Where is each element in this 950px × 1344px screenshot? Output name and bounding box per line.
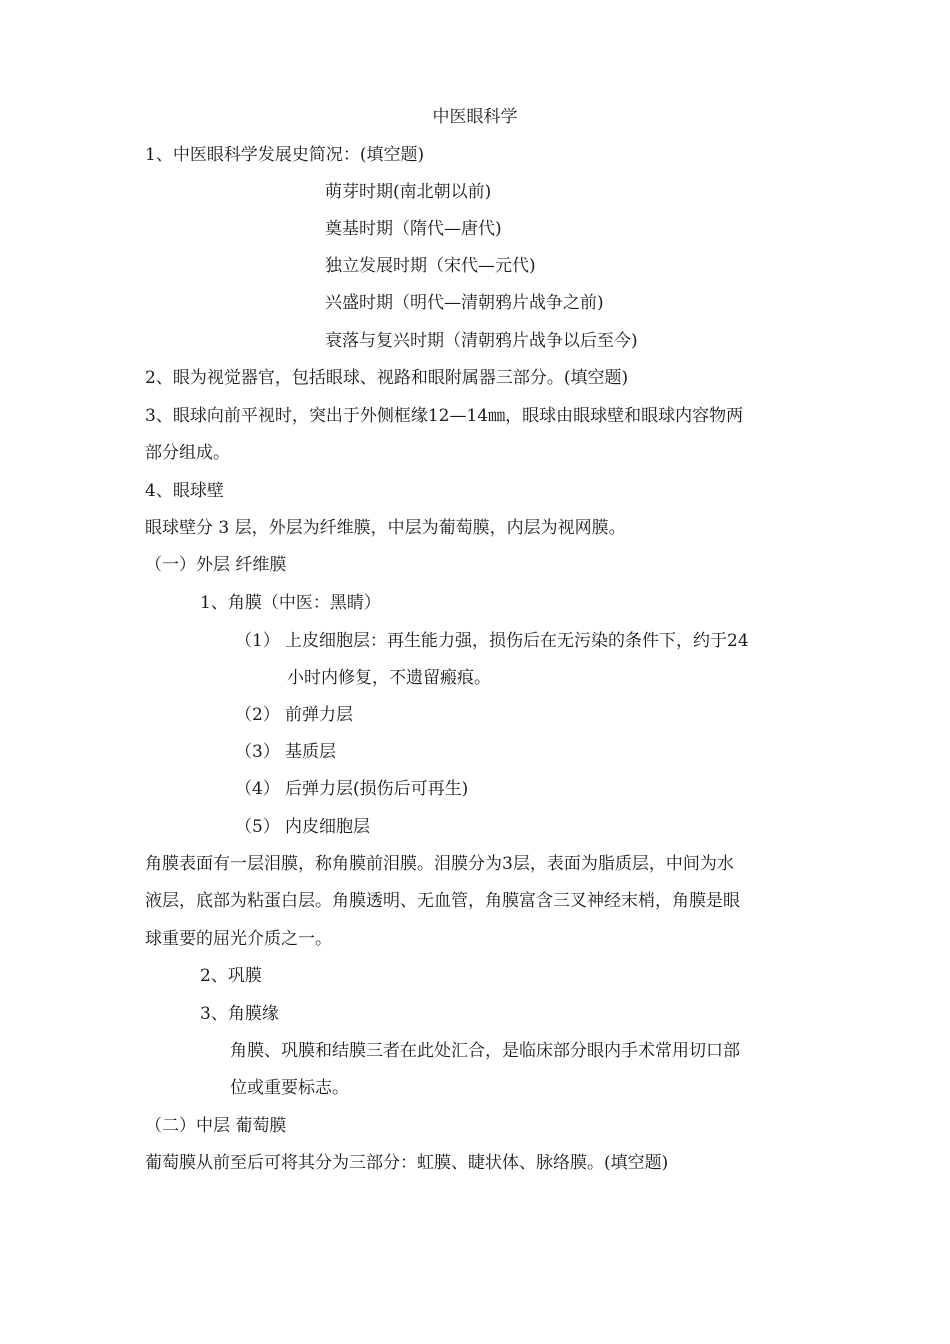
q3-line: 3、眼球向前平视时，突出于外侧框缘12—14㎜，眼球由眼球壁和眼球内容物两 [145,406,744,426]
period-item: 独立发展时期（宋代—元代) [325,256,536,276]
cornea-layer-item [235,777,468,801]
layer-number: （4） [235,779,280,799]
outer-layer-heading: （一）外层 纤维膜 [145,555,287,575]
layer-text: 内皮细胞层 [285,817,370,837]
period-item: 兴盛时期（明代—清朝鸦片战争之前) [325,293,604,313]
cornea-layer-item [235,815,370,839]
layer-text: 基质层 [285,742,336,762]
layer-text: 前弹力层 [285,705,353,725]
layer-text-continued: 小时内修复，不遗留瘢痕。 [287,668,491,688]
layer-number: （2） [235,705,280,725]
cornea-description-line: 角膜表面有一层泪膜，称角膜前泪膜。泪膜分为3层，表面为脂质层，中间为水 [145,854,734,874]
cornea-description-line: 液层，底部为粘蛋白层。角膜透明、无血管，角膜富含三叉神经末梢，角膜是眼 [145,891,740,911]
cornea-description-line: 球重要的屈光介质之一。 [145,929,332,949]
limbus-heading: 3、角膜缘 [200,1004,279,1024]
limbus-text: 角膜、巩膜和结膜三者在此处汇合，是临床部分眼内手术常用切口部 [230,1041,740,1061]
cornea-layer-item [235,629,749,653]
layer-text: 后弹力层(损伤后可再生) [285,779,469,799]
cornea-heading: 1、角膜（中医：黑睛） [200,593,381,613]
period-item: 衰落与复兴时期（清朝鸦片战争以后至今) [325,331,638,351]
middle-layer-heading: （二）中层 葡萄膜 [145,1116,287,1136]
layer-number: （1） [235,631,280,651]
layer-text: 上皮细胞层：再生能力强，损伤后在无污染的条件下，约于24 [285,631,749,651]
period-item: 萌芽时期(南北朝以前) [325,182,492,202]
q2-text: 2、眼为视觉器官，包括眼球、视路和眼附属器三部分。(填空题) [145,368,629,388]
layer-number: （5） [235,817,280,837]
period-item: 奠基时期（隋代—唐代) [325,219,502,239]
uvea-intro: 葡萄膜从前至后可将其分为三部分：虹膜、睫状体、脉络膜。(填空题) [145,1153,669,1173]
cornea-layer-item [235,740,336,764]
q4-heading: 4、眼球壁 [145,481,224,501]
sclera-heading: 2、巩膜 [200,966,262,986]
q3-line: 部分组成。 [145,443,230,463]
limbus-text: 位或重要标志。 [230,1078,349,1098]
q1-heading: 1、中医眼科学发展史简况：(填空题) [145,145,425,165]
cornea-layer-item [235,703,353,727]
layer-number: （3） [235,742,280,762]
q4-intro: 眼球壁分 3 层，外层为纤维膜，中层为葡萄膜，内层为视网膜。 [145,518,626,538]
document-title: 中医眼科学 [432,107,518,127]
